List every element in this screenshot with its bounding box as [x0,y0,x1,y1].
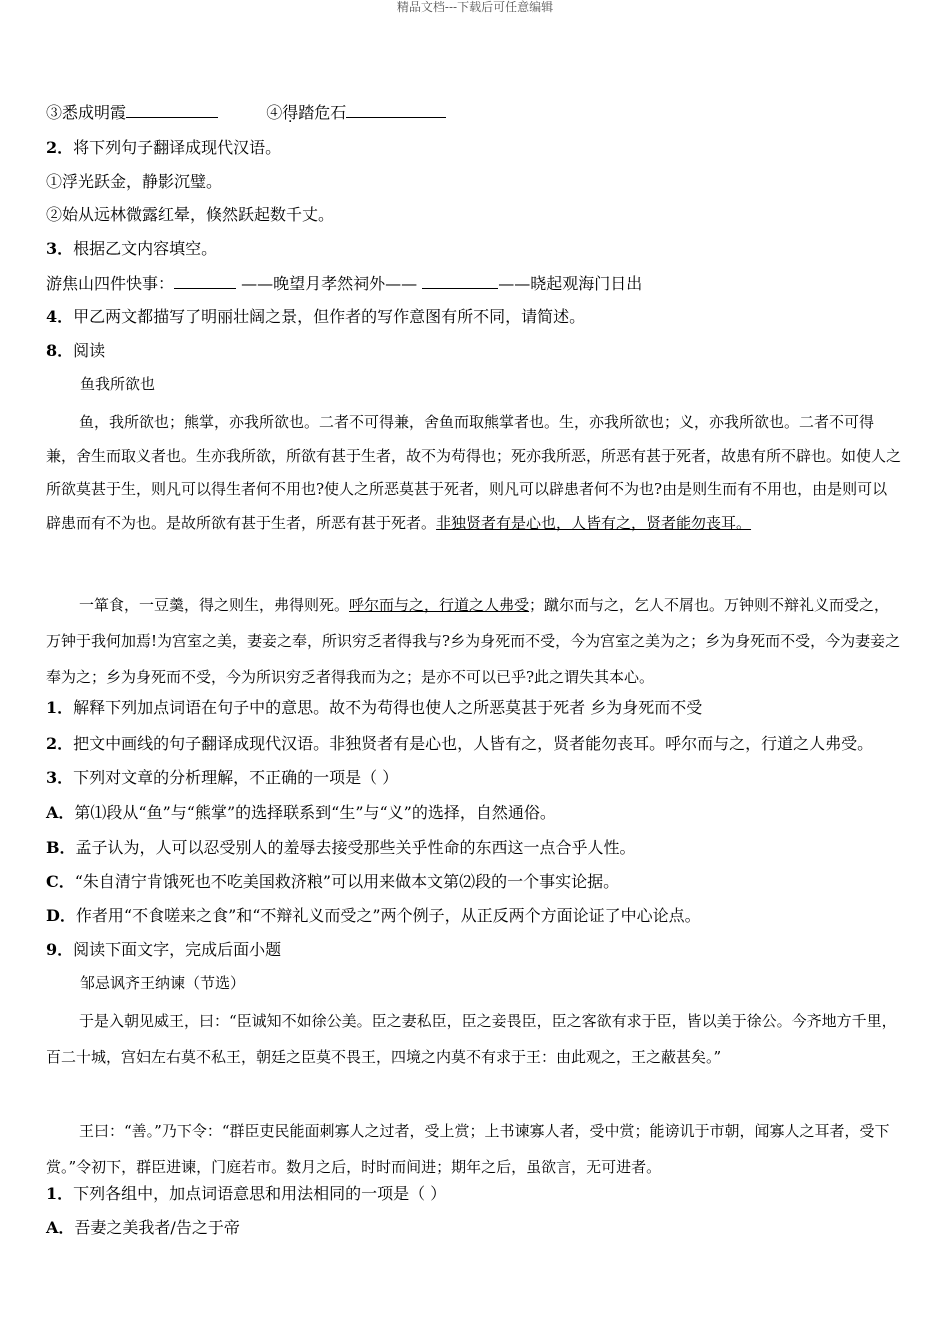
q8-q1-text: 解释下列加点词语在句子中的意思。故不为苟得也使人之所恶莫甚于死者 乡为身死而不受 [73,698,703,717]
q8-para2-text-a: 一箪食，一豆羹，得之则生，弗得则死。 [79,596,350,614]
q9-heading-num: 9． [46,940,74,959]
page-header: 精品文档---下载后可任意编辑 [396,0,554,14]
q7-q2-text: 将下列句子翻译成现代汉语。 [73,138,282,157]
q8-para1-text: 鱼，我所欲也；熊掌，亦我所欲也。二者不可得兼，舍鱼而取熊掌者也。生，亦我所欲也；义，亦我所欲也。二者不可得兼，舍生而取义者也。生亦我所欲，所欲有甚于生者，故不为苟得也；死亦我所恶，所恶有甚于死者，故患有所不辟也。如使人之所欲莫甚于生，则凡可以得生者何不用也?使人之所恶莫甚于死者，则凡可以辟患者何不为也?由是则生而有不用也，由是则可以辟患而有不为也。是故所欲有甚于生者，所恶有甚于死者。 [46,413,902,532]
q9-passage-para-2: 王曰：“善。”乃下令：“群臣吏民能面刺寡人之过者，受上赏；上书谏寡人者，受中赏；能谤讥于市朝，闻寡人之耳者，受下赏。”令初下，群臣进谏，门庭若市。数月之后，时时而间进；期年之后，虽欲言，无可进者。 [46,1122,890,1176]
q7-item-line [46,101,446,124]
q7-q2-num: 2． [46,138,74,157]
q7-item3-label: ③悉成明霞 [46,103,127,122]
q7-q3-fill-end: ——晓起观海门日出 [498,274,643,293]
q7-item4-dotted-char: 得 [282,103,299,122]
q7-q3-text: 根据乙文内容填空。 [73,239,218,258]
q8-para2-underlined: 呼尔而与之，行道之人弗受 [349,596,530,614]
q8-passage-title: 鱼我所欲也 [80,375,156,393]
q8-para2-text-b: ；蹴尔而与之，乞人不屑也。万钟则不辩礼义而受之，万钟于我何加焉!为宫室之美，妻妾之奉，所识穷乏者得我与?乡为身死而不受，今为宫室之美为之；乡为身死而不受，今为妻妾之奉为之；乡为身死而不受，今为所识穷乏者得我而为之；是亦不可以已乎?此之谓失其本心。 [46,596,901,686]
q9-option-a-label: A． [46,1218,75,1237]
q8-option-b-text: 孟子认为，人可以忍受别人的羞辱去接受那些关乎性命的东西这一点合乎人性。 [75,838,636,857]
q8-option-a[interactable] [46,802,556,824]
q7-q2-sentence-b: ②始从远林微露红晕，倏然跃起数千丈。 [46,205,335,224]
q8-q1-num: 1． [46,698,74,717]
q8-heading-text: 阅读 [73,341,106,360]
q8-option-a-text: 第⑴段从“鱼”与“熊掌”的选择联系到“生”与“义”的选择，自然通俗。 [74,803,556,822]
q8-option-d-text: 作者用“不食嗟来之食”和“不辩礼义而受之”两个例子，从正反两个方面论证了中心论点。 [75,906,701,925]
q9-q1-num: 1． [46,1184,74,1203]
q8-q3-num: 3． [46,768,74,787]
q9-heading [46,939,281,961]
q7-q3-blank-1[interactable] [174,272,236,289]
q7-item4-suffix: 踏危石 [298,103,347,122]
q8-q1 [46,697,702,719]
q7-q3-fill-mid: ——晚望月孝然祠外—— [241,274,418,293]
q8-q3-text: 下列对文章的分析理解，不正确的一项是（ ） [73,768,399,787]
q7-q3 [46,238,217,260]
q9-q1 [46,1183,446,1205]
q8-option-c-text: “朱自清宁肯饿死也不吃美国救济粮”可以用来做本文第⑵段的一个事实论据。 [74,872,620,891]
q8-heading [46,340,105,362]
q8-option-b-label: B． [46,838,76,857]
q8-q2 [46,733,873,755]
q9-heading-text: 阅读下面文字，完成后面小题 [73,940,282,959]
q9-option-a[interactable] [46,1217,240,1239]
q7-item4-prefix: ④ [266,103,283,122]
q9-q1-text: 下列各组中，加点词语意思和用法相同的一项是（ ） [73,1184,447,1203]
q7-q3-fill-lead: 游焦山四件快事： [46,274,175,293]
q7-q4-num: 4． [46,307,74,326]
q8-option-d[interactable] [46,905,701,927]
q7-q3-blank-2[interactable] [422,272,498,289]
q7-q4 [46,306,585,328]
q8-heading-num: 8． [46,341,74,360]
q7-q3-num: 3． [46,239,74,258]
q8-option-c[interactable] [46,871,619,893]
q7-item4-blank[interactable] [346,101,446,118]
q7-q4-text: 甲乙两文都描写了明丽壮阔之景，但作者的写作意图有所不同，请简述。 [73,307,586,326]
q9-option-a-text: 吾妻之美我者/告之于帝 [74,1218,240,1237]
q8-q2-num: 2． [46,734,74,753]
q7-q2 [46,137,281,159]
q8-option-d-label: D． [46,906,76,925]
q8-option-b[interactable] [46,837,636,859]
q7-q3-fill-line [46,272,642,295]
q9-passage-title: 邹忌讽齐王纳谏（节选） [80,974,246,992]
q7-q2-sentence-a: ①浮光跃金，静影沉璧。 [46,172,223,191]
q9-passage-para-1: 于是入朝见威王，曰：“臣诚知不如徐公美。臣之妻私臣，臣之妾畏臣，臣之客欲有求于臣，皆以美于徐公。今齐地方千里，百二十城，宫妇左右莫不私王，朝廷之臣莫不畏王，四境之内莫不有求于王：由此观之，王之蔽甚矣。” [46,1012,897,1066]
q8-passage-para-2 [46,587,902,695]
q7-item3-blank[interactable] [126,101,218,118]
q8-option-c-label: C． [46,872,75,891]
q8-q3 [46,767,398,789]
q8-para1-underlined: 非独贤者有是心也，人皆有之，贤者能勿丧耳。 [436,513,752,532]
q8-passage-para-1 [46,406,902,540]
q8-option-a-label: A． [46,803,75,822]
q8-q2-text: 把文中画线的句子翻译成现代汉语。非独贤者有是心也，人皆有之，贤者能勿丧耳。呼尔而与之，行道之人弗受。 [73,734,874,753]
